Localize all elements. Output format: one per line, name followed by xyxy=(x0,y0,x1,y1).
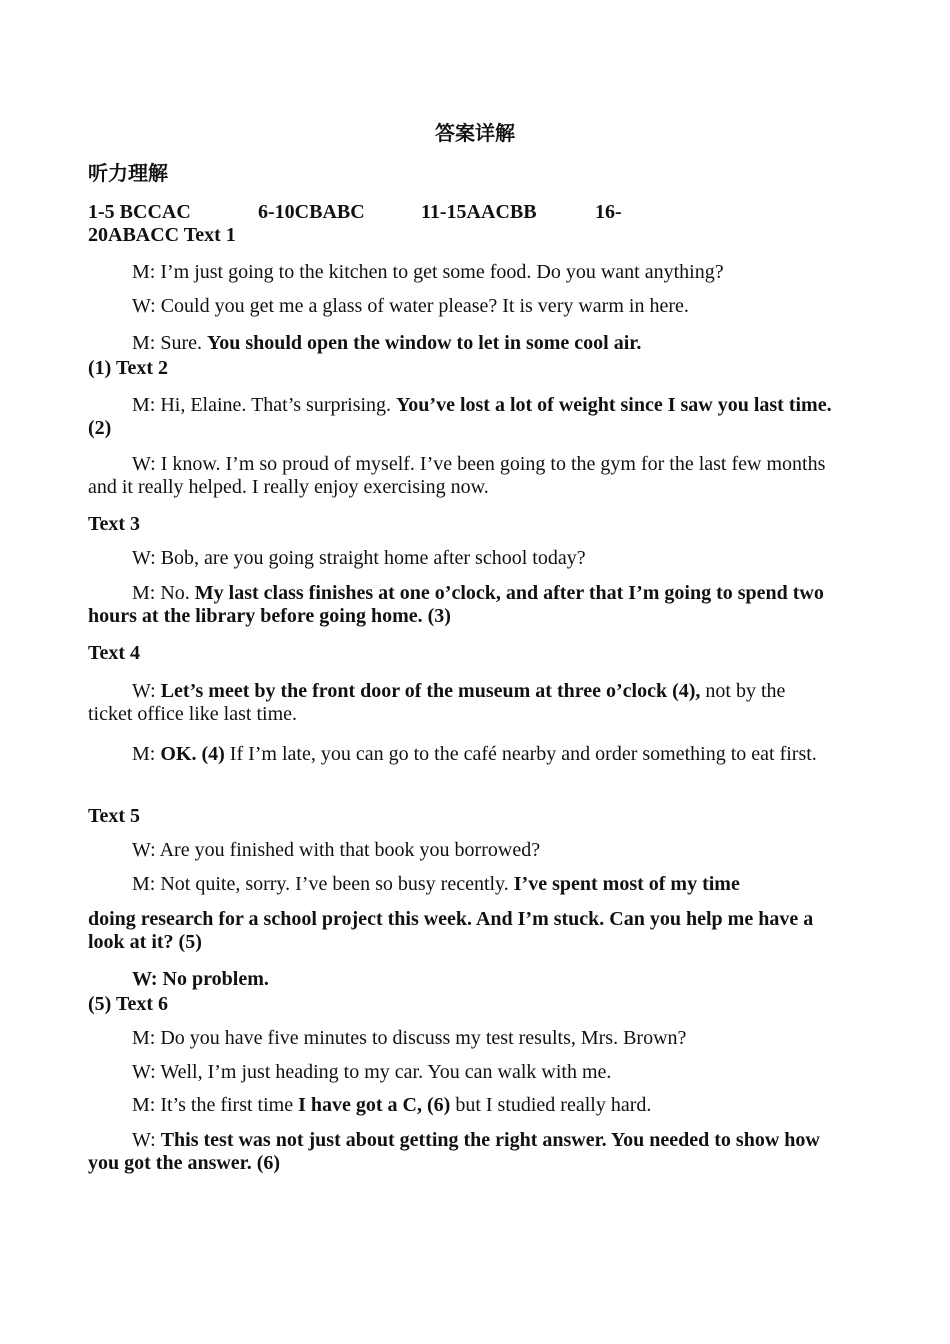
answer-key-line2: 20ABACC Text 1 xyxy=(88,224,236,246)
speaker-text: not by the ticket office like last time. xyxy=(88,680,786,725)
speaker-text: If I’m late, you can go to the café nearby and order something to eat first. xyxy=(224,743,817,765)
page-title: 答案详解 xyxy=(435,121,515,145)
text5-line3: doing research for a school project this week. And I’m stuck. Can you help me have a look at it? (5) xyxy=(88,908,814,953)
text4-line1 xyxy=(88,680,833,726)
speaker-text: W: xyxy=(132,680,161,702)
text4-line2 xyxy=(88,743,833,766)
text3-heading: Text 3 xyxy=(88,513,141,535)
speaker-text: M: No. xyxy=(132,582,195,604)
section-heading: 听力理解 xyxy=(88,161,168,185)
key-sentence: This test was not just about getting the right answer. You needed to show how you got the answer. (6) xyxy=(88,1129,820,1174)
key-sentence: OK. (4) xyxy=(160,743,225,765)
text1-line3 xyxy=(88,332,833,355)
text2-line1 xyxy=(88,394,833,440)
text1-line1: M: I’m just going to the kitchen to get some food. Do you want anything? xyxy=(132,261,724,283)
answer-group-4: 16- xyxy=(595,201,622,223)
key-sentence: Let’s meet by the front door of the museum at three o’clock (4), xyxy=(160,680,701,702)
speaker-text: M: It’s the first time xyxy=(132,1094,299,1116)
key-sentence: You should open the window to let in some cool air. xyxy=(207,332,642,354)
answer-group-3: 11-15AACBB xyxy=(421,201,537,223)
key-sentence: I have got a C, (6) xyxy=(298,1094,451,1116)
speaker-text: but I studied really hard. xyxy=(450,1094,652,1116)
key-sentence: You’ve lost a lot of weight since I saw you last time. (2) xyxy=(88,394,832,439)
answer-key xyxy=(88,201,833,247)
speaker-text: M: Sure. xyxy=(132,332,207,354)
answer-group-1: 1-5 BCCAC xyxy=(88,201,191,223)
text2-heading: (1) Text 2 xyxy=(88,357,168,379)
answer-group-2: 6-10CBABC xyxy=(258,201,365,223)
text1-line2: W: Could you get me a glass of water please? It is very warm in here. xyxy=(132,295,689,317)
text4-heading: Text 4 xyxy=(88,642,141,664)
text6-line4 xyxy=(88,1129,833,1175)
key-sentence: My last class finishes at one o’clock, and after that I’m going to spend two hours at the library before going home. (3) xyxy=(88,582,824,627)
speaker-text: W: xyxy=(132,1129,161,1151)
text3-line2 xyxy=(88,582,833,628)
key-sentence: I’ve spent most of my time xyxy=(513,873,740,895)
text5-line1: W: Are you finished with that book you borrowed? xyxy=(132,839,541,861)
text6-line3 xyxy=(88,1094,833,1117)
text5-line4: W: No problem. xyxy=(132,968,269,990)
text5-line2 xyxy=(88,873,833,896)
speaker-text: M: xyxy=(132,743,161,765)
text3-line1: W: Bob, are you going straight home after school today? xyxy=(132,547,586,569)
text5-heading: Text 5 xyxy=(88,805,141,827)
text2-line2: W: I know. I’m so proud of myself. I’ve been going to the gym for the last few months and it really helped. I really enjoy exercising now. xyxy=(88,453,826,498)
text6-heading: (5) Text 6 xyxy=(88,993,168,1015)
text6-line1: M: Do you have five minutes to discuss my test results, Mrs. Brown? xyxy=(132,1027,687,1049)
text6-line2: W: Well, I’m just heading to my car. You can walk with me. xyxy=(132,1061,612,1083)
speaker-text: M: Hi, Elaine. That’s surprising. xyxy=(132,394,397,416)
speaker-text: M: Not quite, sorry. I’ve been so busy recently. xyxy=(132,873,514,895)
